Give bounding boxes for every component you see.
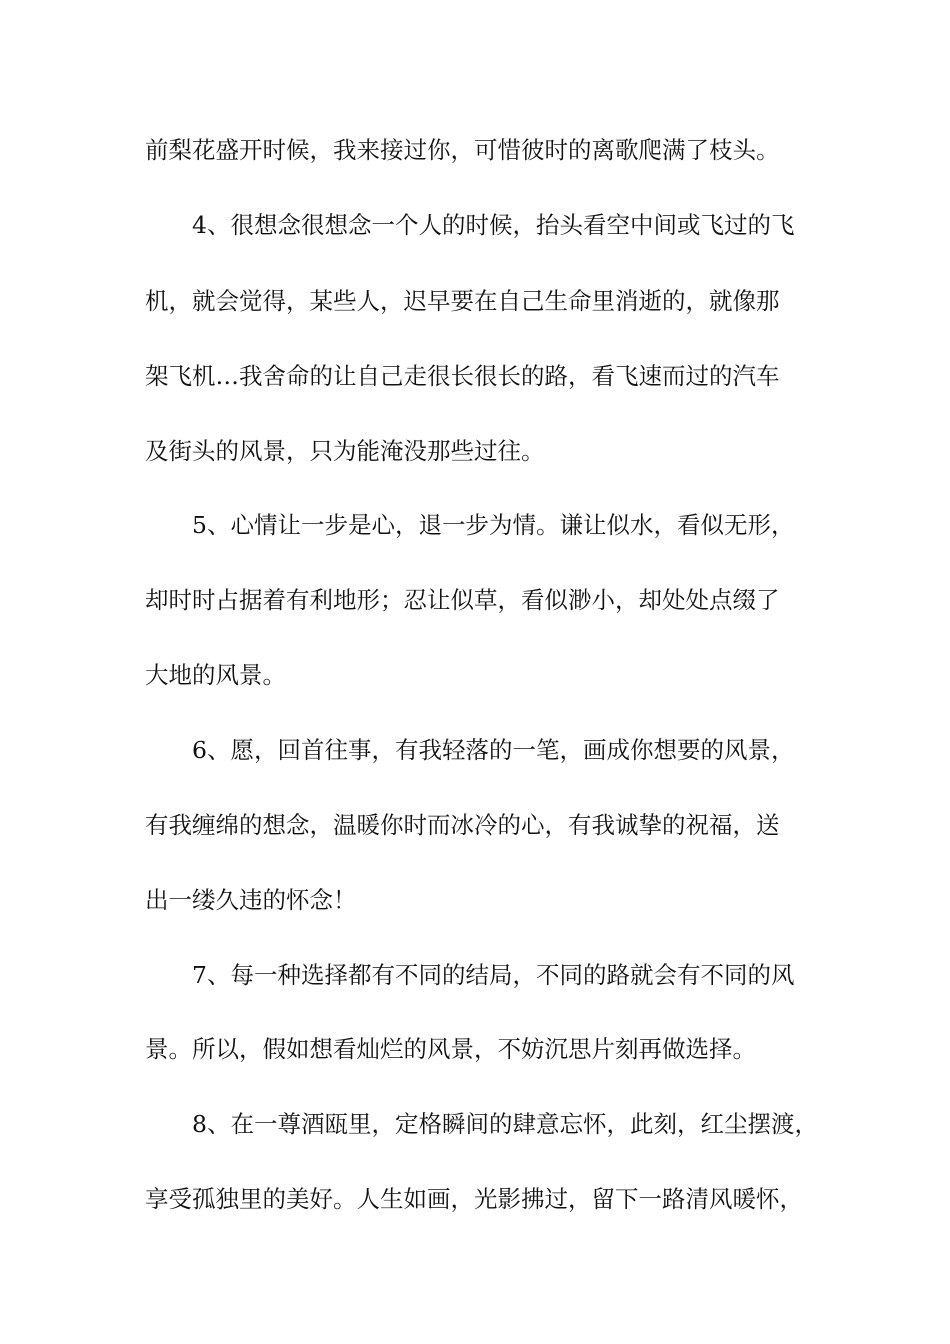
paragraph-6-start: 6、愿，回首往事，有我轻落的一笔，画成你想要的风景， <box>192 736 795 764</box>
text-line-13: 景。所以，假如想看灿烂的风景，不妨沉思片刻再做选择。 <box>145 1035 756 1063</box>
paragraph-7-start: 7、每一种选择都有不同的结局，不同的路就会有不同的风 <box>192 961 795 989</box>
paragraph-4-start: 4、很想念很想念一个人的时候，抬头看空中间或飞过的飞 <box>192 211 795 239</box>
text-line-10: 有我缠绵的想念，温暖你时而冰冷的心，有我诚挚的祝福，送 <box>145 811 780 839</box>
text-line-11: 出一缕久违的怀念！ <box>145 886 357 914</box>
text-line-3: 机，就会觉得，某些人，迟早要在自己生命里消逝的，就像那 <box>145 287 780 315</box>
text-line-1: 前梨花盛开时候，我来接过你，可惜彼时的离歌爬满了枝头。 <box>145 136 780 164</box>
text-line-8: 大地的风景。 <box>145 661 286 689</box>
paragraph-8-start: 8、在一尊酒瓯里，定格瞬间的肆意忘怀，此刻，红尘摆渡， <box>192 1110 818 1138</box>
text-line-4: 架飞机…我舍命的让自己走很长很长的路，看飞速而过的汽车 <box>145 362 780 390</box>
text-line-15: 享受孤独里的美好。人生如画，光影拂过，留下一路清风暖怀， <box>145 1185 803 1213</box>
text-line-5: 及街头的风景，只为能淹没那些过往。 <box>145 437 545 465</box>
paragraph-5-start: 5、心情让一步是心，退一步为情。谦让似水，看似无形， <box>192 511 795 539</box>
text-line-7: 却时时占据着有利地形；忍让似草，看似渺小，却处处点缀了 <box>145 586 780 614</box>
